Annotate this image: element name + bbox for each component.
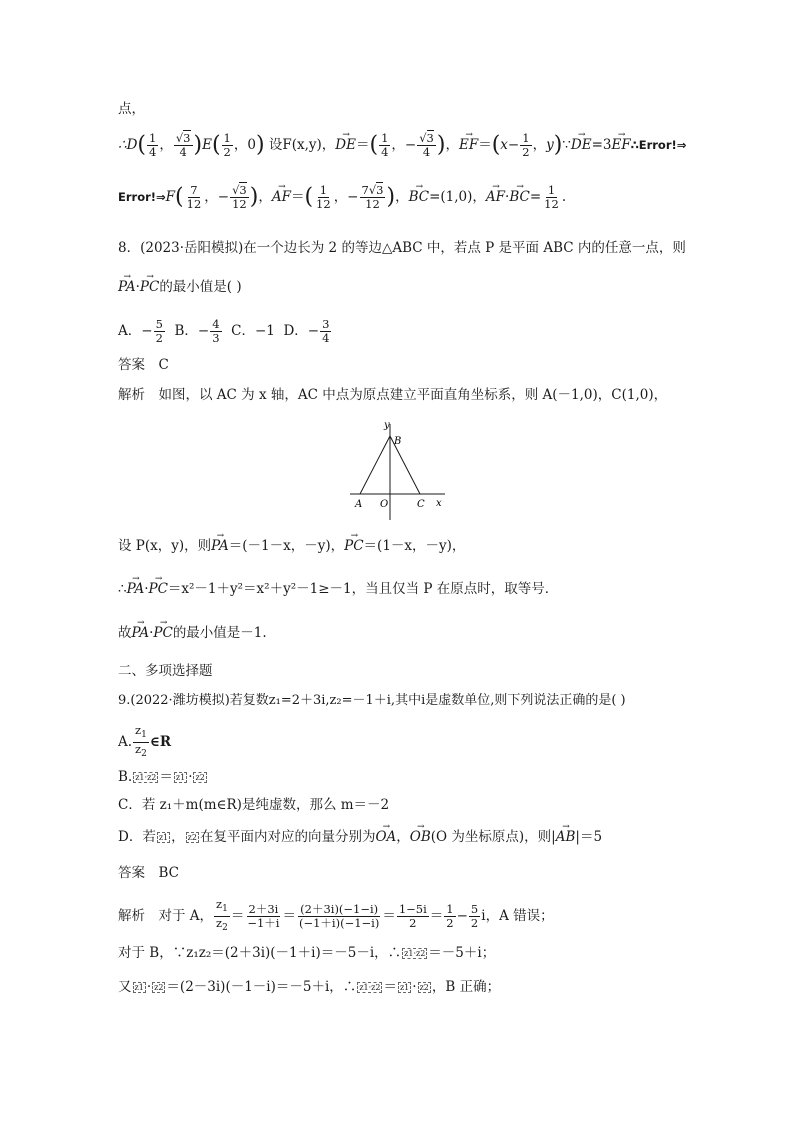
solution-9-line3: 又 z1 · z2 ＝(2－3i)(－1－i)＝－5＋i，∴ z1·z2 ＝ z1 · z2 ，B 正确； [118, 979, 501, 995]
question-9-option-A: A. $\frac{z_1}{z_2}$ ∈R [118, 723, 172, 759]
solution-8-line4: 故→ PA·→ PC的最小值是－1. [118, 624, 267, 642]
question-9-option-B: B. z1·z2 ＝ z1 · z2 [118, 769, 205, 785]
solution-9-line2: 对于 B，∵z₁z₂＝(2＋3i)(－1＋i)＝－5－i，∴ z1·z2 ＝－5＋i； [118, 945, 496, 961]
answer-9: 答案 BC [118, 865, 180, 881]
label-A: A [355, 499, 363, 510]
label-C: C [417, 499, 425, 510]
question-9-option-C: C．若 z₁＋m(m∈R)是纯虚数，那么 m＝－2 [118, 797, 390, 813]
section-heading: 二、多项选择题 [118, 663, 213, 679]
text-line: Error!⇒F( $\frac{7}{12}$ ，− $\frac{√3}{12}$ )，→ AF＝( $\frac{1}{12}$ ，− $\frac{7√3}{12}$ )，→ BC=(1,0)，→ AF·→ BC= $\frac{1}{12}$ . [118, 184, 566, 211]
solution-8-line1: 解析 如图，以 AC 为 x 轴，AC 中点为原点建立平面直角坐标系，则 A(－1,0)，C(1,0)， [118, 387, 668, 403]
label-O: O [380, 499, 389, 510]
solution-8-line3: ∴→ PA·→ PC＝x²－1＋y²＝x²＋y²－1≥－1，当且仅当 P 在原点时，取等号． [118, 580, 558, 598]
text-line: 点， [118, 101, 145, 117]
solution-8-line2: 设 P(x，y)，则→ PA＝(－1－x，－y)，→ PC＝(1－x，－y)， [118, 537, 465, 555]
answer-8: 答案 C [118, 357, 169, 373]
question-8-options: A．− $\frac{5}{2}$ B．− $\frac{4}{3}$ C．−1 D．− $\frac{3}{4}$ [118, 317, 330, 345]
solution-9-line1: 解析 对于 A， $\frac{z_1}{z_2}$ ＝ $\frac{2+3i}{-1+i}$ ＝ $\frac{(2+3i)(-1-i)}{(-1+i)(-1-i)}$ ＝ $\frac{1-5i}{2}$ ＝ $\frac{1}{2}$ − $\frac{5}{2}$ i，A 错误； [118, 897, 554, 933]
text-line: ∴D( $\frac{1}{4}$ ， $\frac{√3}{4}$ )E( $\frac{1}{2}$ ，0) 设F(x,y)，→ DE＝( $\frac{1}{4}$ ，− $\frac{√3}{4}$ )，→ EF＝(x− $\frac{1}{2}$ ，y)∵→ DE=3→ EF∴Error!⇒ [118, 132, 686, 159]
question-9: 9.(2022·潍坊模拟)若复数z₁=2＋3i,z₂=－1＋i,其中i是虚数单位,则下列说法正确的是( ) [118, 693, 626, 708]
question-8-cont: → PA·→ PC的最小值是( ) [118, 278, 242, 296]
question-9-option-D: D．若 z1 ， z2 在复平面内对应的向量分别为→ OA，→ OB(O 为坐标原点)，则|→ AB|＝5 [118, 828, 602, 846]
question-8: 8．(2023·岳阳模拟)在一个边长为 2 的等边△ABC 中，若点 P 是平面 ABC 内的任意一点，则 [118, 240, 686, 256]
triangle-coordinate-figure [340, 416, 450, 526]
label-y: y [384, 420, 390, 431]
label-x: x [436, 498, 442, 509]
label-B: B [394, 436, 402, 447]
